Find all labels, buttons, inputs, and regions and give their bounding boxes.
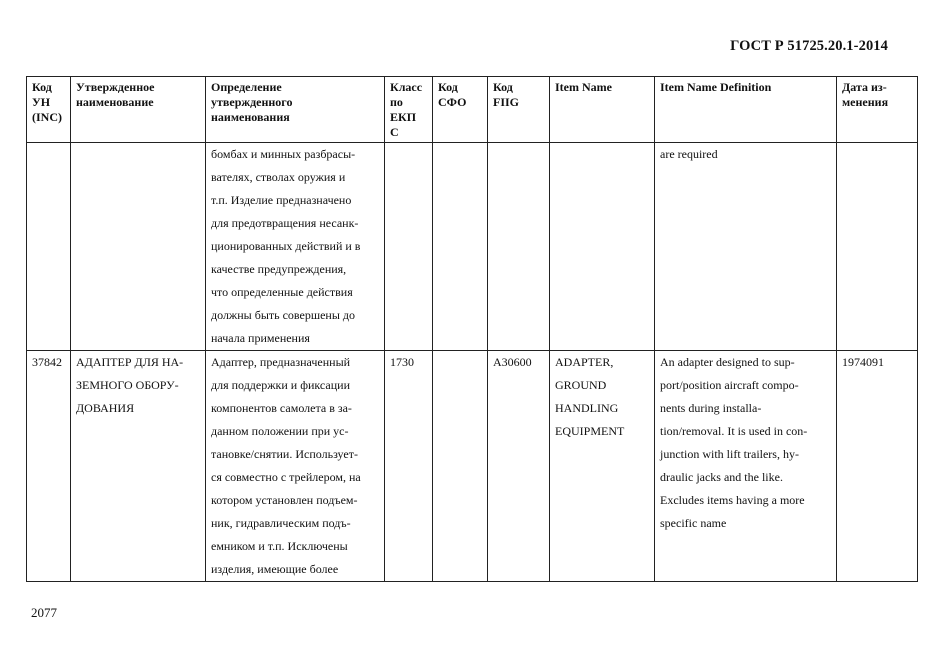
col-change-date: Дата из- менения [837,77,918,143]
standard-code: ГОСТ Р 51725.20.1-2014 [730,38,888,54]
col-class: Класс по ЕКП С [385,77,433,143]
col-fiig: Код FIIG [488,77,550,143]
sfo-cell [433,351,488,582]
approved-name-cell: АДАПТЕР ДЛЯ НА- ЗЕМНОГО ОБОРУ- ДОВАНИЯ [71,351,206,582]
inc-cell: 37842 [27,351,71,582]
cont-approved-name-cell [71,143,206,351]
definition-cell: Адаптер, предназначенный для поддержки и фиксации компонентов самолета в за- данном положении при ус- тановке/снятии. Использует- ся совместно с трейлером, на котором установлен подъем- ник, гидравлическим подъ- емником и т.п. Исключены изделия, имеющие более [206,351,385,582]
item-name-cell: ADAPTER, GROUND HANDLING EQUIPMENT [550,351,655,582]
col-approved-name: Утвержденное наименование [71,77,206,143]
col-inc: Код УН (INC) [27,77,71,143]
col-sfo: Код СФО [433,77,488,143]
change-date-cell: 1974091 [837,351,918,582]
page-number: 2077 [31,605,57,620]
cont-sfo-cell [433,143,488,351]
cont-definition-cell: бомбах и минных разбрасы- вателях, стволах оружия и т.п. Изделие предназначено для предотвращения несанк- ционированных действий и в качестве предупреждения, что определенные действия должны быть совершены до начала применения [206,143,385,351]
entry-row [27,351,918,582]
col-definition: Определение утвержденного наименования [206,77,385,143]
cont-item-definition-cell: are required [655,143,837,351]
continuation-row [27,143,918,351]
class-cell: 1730 [385,351,433,582]
col-item-name: Item Name [550,77,655,143]
header-row [27,77,918,143]
classifier-table [26,76,918,582]
cont-class-cell [385,143,433,351]
item-definition-cell: An adapter designed to sup- port/position aircraft compo- nents during installa- tion/removal. It is used in con- junction with lift trailers, hy- draulic jacks and the like. Excludes items having a more specific name [655,351,837,582]
col-item-name-definition: Item Name Definition [655,77,837,143]
cont-item-name-cell [550,143,655,351]
cont-inc-cell [27,143,71,351]
fiig-cell: A30600 [488,351,550,582]
cont-date-cell [837,143,918,351]
cont-fiig-cell [488,143,550,351]
